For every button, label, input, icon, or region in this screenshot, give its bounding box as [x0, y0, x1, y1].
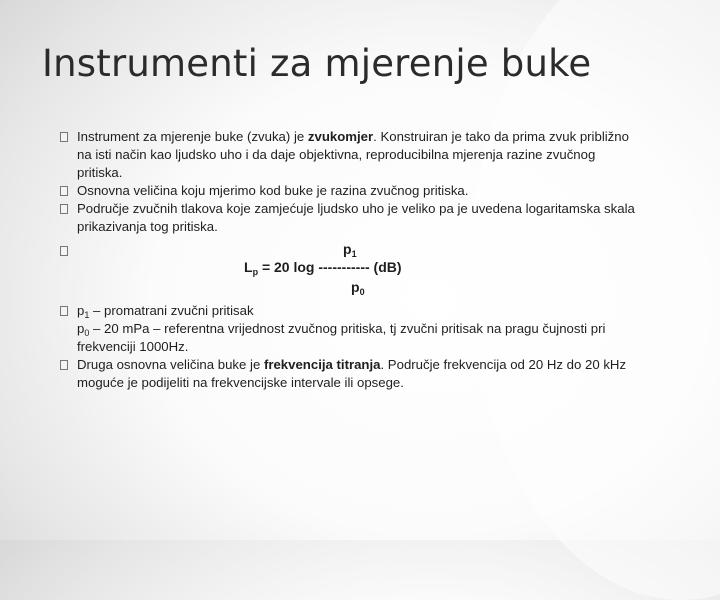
bullet-formula: [60, 240, 640, 298]
bullet-text: . Konstruiran je tako da prima zvuk približno na isti način kao ljudsko uho i da daje objektivna, reproducibilna mjerenja razine zvučnog pritiska.: [77, 129, 629, 180]
bullet-text: . Područje frekvencija od 20 Hz do 20 kHz moguće je podijeliti na frekvencijske intervale ili opsege.: [77, 357, 627, 390]
formula-main: $L_p = 20$ log ----------- (dB): [244, 259, 402, 277]
bullet-text: Instrument za mjerenje buke (zvuka) je: [77, 129, 308, 144]
bullet-marker-icon: [60, 186, 68, 196]
bullet-text: Osnovna veličina koju mjerimo kod buke je razina zvučnog pritiska.: [77, 183, 469, 198]
slide-title: Instrumenti za mjerenje buke: [42, 42, 592, 85]
bullet-marker-icon: [60, 246, 68, 256]
formula-denominator: $p_0$: [351, 279, 365, 297]
bullet-text: Druga osnovna veličina buke je: [77, 357, 264, 372]
bullet-marker-icon: [60, 204, 68, 214]
formula-numerator: $p_1$: [343, 241, 357, 259]
definition-p1: $p_1$ – promatrani zvučni pritisak: [77, 303, 254, 320]
definition-p0: $p_0 - 20$ mPa – referentna vrijednost zvučnog pritiska, tj zvučni pritisak na pragu čujnosti pri frekvenciji 1000Hz.: [77, 321, 606, 354]
bullet-marker-icon: [60, 306, 68, 316]
bullet-definitions: [60, 302, 640, 356]
bold-term-frekvencija: frekvencija titranja: [263, 357, 381, 372]
bullet-frekvencija: [60, 356, 640, 392]
bullet-marker-icon: [60, 132, 68, 142]
slide-content: [60, 128, 640, 392]
bold-term-zvukomjer: zvukomjer: [307, 129, 374, 144]
bullet-podrucje-tlakova: [60, 200, 640, 236]
bullet-osnovna-velicina: [60, 182, 640, 200]
bullet-text: Područje zvučnih tlakova koje zamjećuje ljudsko uho je veliko pa je uvedena logaritamska skala prikazivanja tog pritiska.: [77, 201, 635, 234]
bullet-zvukomjer: [60, 128, 640, 182]
bullet-marker-icon: [60, 360, 68, 370]
